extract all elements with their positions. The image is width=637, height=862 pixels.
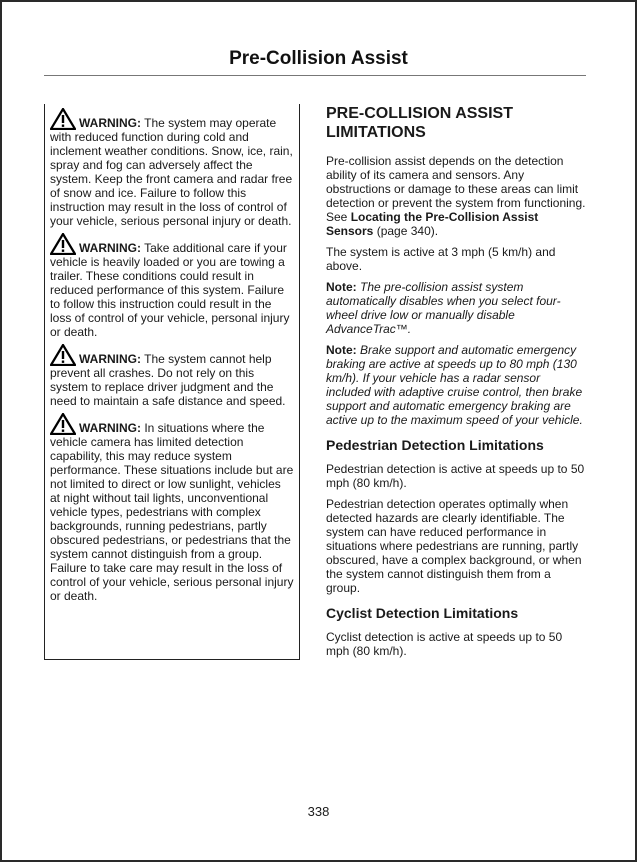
header-divider (44, 75, 586, 76)
pedestrian-subheading: Pedestrian Detection Limitations (326, 437, 544, 453)
warning-triangle-icon (50, 344, 76, 366)
warning-triangle-icon (50, 413, 76, 435)
note (326, 343, 588, 427)
note-text: Brake support and automatic emergency braking are active at speeds up to 80 mph (130 km/h). If your vehicle has a radar sensor included with adaptive cruise control, then brake support and automatic emergency braking are active up to the maximum speed of your vehicle. (326, 343, 583, 427)
warning-label: WARNING: (79, 421, 141, 435)
paragraph-text: Pre-collision assist depends on the detection ability of its camera and sensors. Any obstructions or damage to these areas can limit detection or prevent the system from functioning. See (326, 154, 586, 224)
warning-label: WARNING: (79, 241, 141, 255)
warning-label: WARNING: (79, 116, 141, 130)
warning-text: In situations where the vehicle camera has limited detection capability, this may reduce system performance. These situations include but are not limited to direct or low sunlight, vehicles at night without tail lights, unconventional vehicle types, pedestrians with complex backgrounds, running pedestrians, partly obscured pedestrians, or pedestrians that the system cannot distinguish from a group. Failure to take care may result in the loss of control of your vehicle, serious personal injury or death. (50, 421, 294, 603)
warning-triangle-icon (50, 108, 76, 130)
cross-reference-link[interactable]: Locating the Pre-Collision Assist Sensors (326, 210, 539, 238)
warning-text: The system may operate with reduced function during cold and inclement weather conditions. Snow, ice, rain, spray and fog can adversely affect the system. Keep the front camera and radar free of snow and ice. Failure to follow this instruction may result in the loss of control of your vehicle, serious personal injury or death. (50, 116, 293, 228)
paragraph (326, 154, 588, 238)
paragraph: Pedestrian detection is active at speeds up to 50 mph (80 km/h). (326, 462, 585, 490)
section-title: PRE-COLLISION ASSIST LIMITATIONS (326, 105, 513, 141)
warning-block (50, 108, 294, 228)
note-text: The pre-collision assist system automatically disables when you select four-wheel drive low or manually disable AdvanceTrac™. (326, 280, 561, 336)
page-number: 338 (307, 804, 330, 819)
warnings-box (44, 104, 300, 660)
paragraph: The system is active at 3 mph (5 km/h) and above. (326, 245, 556, 273)
warning-block (50, 413, 294, 603)
warning-block (50, 344, 294, 408)
warning-block (50, 233, 294, 339)
warning-text: Take additional care if your vehicle is heavily loaded or you are towing a trailer. These conditions could result in reduced performance of this system. Failure to follow this instruction could result in the loss of control of your vehicle, personal injury or death. (50, 241, 290, 339)
warning-text: The system cannot help prevent all crashes. Do not rely on this system to replace driver judgment and the need to maintain a safe distance and speed. (50, 352, 286, 408)
limitations-column (326, 104, 588, 665)
warning-triangle-icon (50, 233, 76, 255)
paragraph: Pedestrian detection operates optimally when detected hazards are clearly identifiable. The system can have reduced performance in situations where pedestrians are running, partly obscured, have a complex background, or when the system cannot distinguish them from a group. (326, 497, 582, 595)
cyclist-subheading: Cyclist Detection Limitations (326, 605, 519, 621)
note-label: Note: (326, 343, 357, 357)
page-header-title: Pre-Collision Assist (229, 48, 408, 69)
note (326, 280, 588, 336)
warning-label: WARNING: (79, 352, 141, 366)
page-reference: (page 340). (373, 224, 439, 238)
paragraph: Cyclist detection is active at speeds up to 50 mph (80 km/h). (326, 630, 563, 658)
note-label: Note: (326, 280, 357, 294)
